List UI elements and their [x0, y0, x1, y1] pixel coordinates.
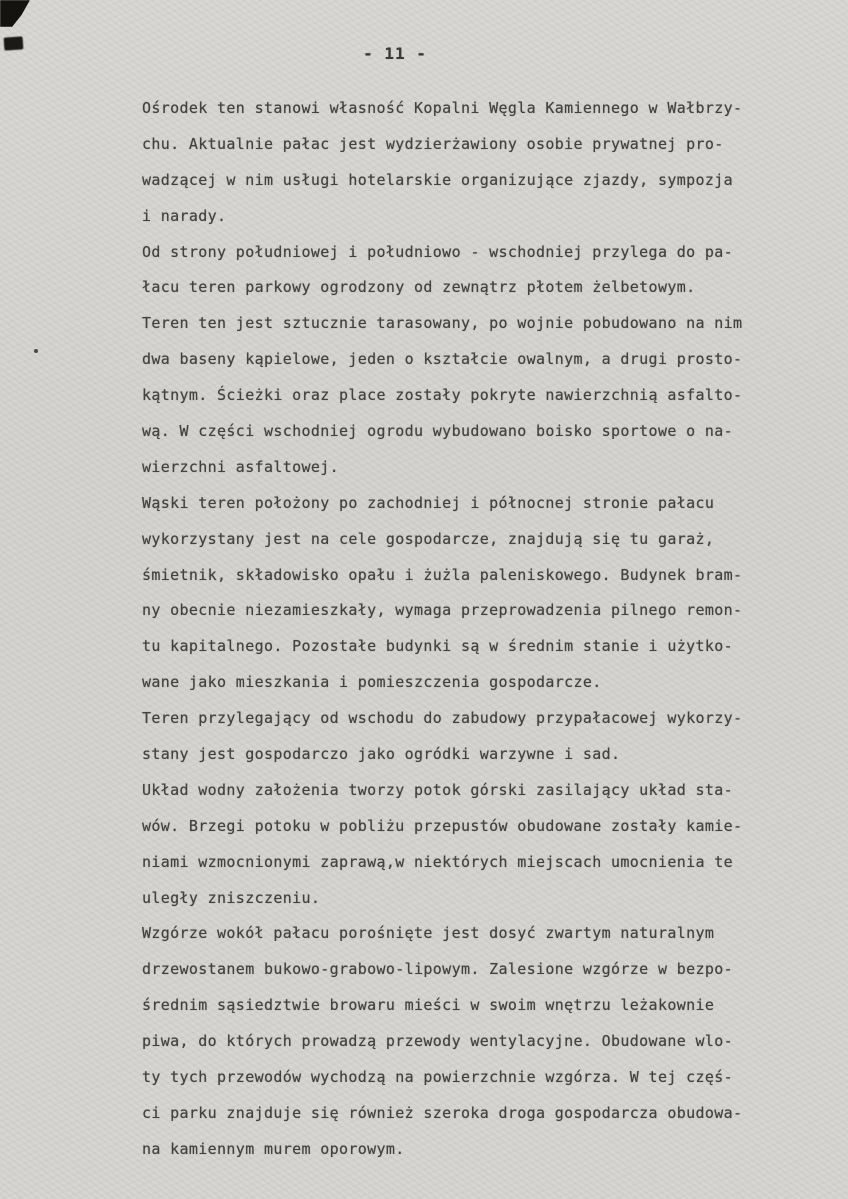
scan-artifact-corner-mark [0, 0, 30, 27]
typewritten-text-block [142, 91, 742, 1168]
text-line: wów. Brzegi potoku w pobliżu przepustów obudowane zostały kamie- [142, 816, 743, 835]
text-line: ty tych przewodów wychodzą na powierzchnie wzgórza. W tej częś- [142, 1068, 733, 1087]
text-line: średnim sąsiedztwie browaru mieści w swoim wnętrzu leżakownie [142, 996, 715, 1015]
text-line: Wzgórze wokół pałacu porośnięte jest dosyć zwartym naturalnym [142, 924, 715, 943]
text-line: śmietnik, składowisko opału i żużla paleniskowego. Budynek bram- [142, 565, 743, 584]
text-line: wane jako mieszkania i pomieszczenia gospodarcze. [142, 673, 602, 692]
text-line: uległy zniszczeniu. [142, 888, 321, 907]
text-line: stany jest gospodarczo jako ogródki warzywne i sad. [142, 745, 621, 764]
text-line: Teren przylegający od wschodu do zabudowy przypałacowej wykorzy- [142, 709, 743, 728]
text-line: kątnym. Ścieżki oraz place zostały pokryte nawierzchnią asfalto- [142, 386, 743, 405]
text-line: dwa baseny kąpielowe, jeden o kształcie owalnym, a drugi prosto- [142, 350, 743, 369]
scan-artifact-dot [34, 349, 38, 353]
text-line: chu. Aktualnie pałac jest wydzierżawiony osobie prywatnej pro- [142, 134, 724, 153]
text-line: niami wzmocnionymi zaprawą,w niektórych miejscach umocnienia te [142, 852, 733, 871]
text-line: wierzchni asfaltowej. [142, 457, 339, 476]
text-line: Teren ten jest sztucznie tarasowany, po wojnie pobudowano na nim [142, 314, 743, 333]
text-line: łacu teren parkowy ogrodzony od zewnątrz płotem żelbetowym. [142, 278, 696, 297]
text-line: ci parku znajduje się również szeroka droga gospodarcza obudowa- [142, 1103, 743, 1122]
text-line: na kamiennym murem oporowym. [142, 1139, 405, 1158]
text-line: wadzącej w nim usługi hotelarskie organizujące zjazdy, sympozja [142, 170, 733, 189]
text-line: Wąski teren położony po zachodniej i północnej stronie pałacu [142, 493, 715, 512]
text-line: piwa, do których prowadzą przewody wentylacyjne. Obudowane wlo- [142, 1032, 733, 1051]
text-line: wykorzystany jest na cele gospodarcze, znajdują się tu garaż, [142, 529, 715, 548]
page-number: - 11 - [363, 44, 427, 63]
text-line: Ośrodek ten stanowi własność Kopalni Węgla Kamiennego w Wałbrzy- [142, 99, 743, 117]
text-line: i narady. [142, 206, 227, 225]
text-line: tu kapitalnego. Pozostałe budynki są w średnim stanie i użytko- [142, 637, 733, 656]
text-line: drzewostanem bukowo-grabowo-lipowym. Zalesione wzgórze w bezpo- [142, 960, 733, 979]
text-line: ny obecnie niezamieszkały, wymaga przeprowadzenia pilnego remon- [142, 601, 743, 620]
text-line: Od strony południowej i południowo - wschodniej przylega do pa- [142, 242, 733, 261]
text-line: Układ wodny założenia tworzy potok górski zasilający układ sta- [142, 780, 733, 799]
text-line: wą. W części wschodniej ogrodu wybudowano boisko sportowe o na- [142, 422, 733, 441]
